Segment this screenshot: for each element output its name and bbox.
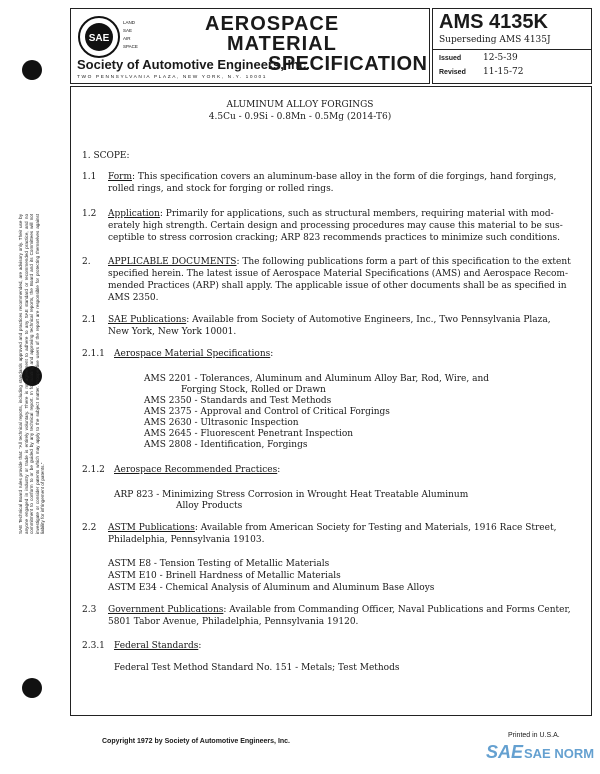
header-spec-box	[432, 8, 592, 84]
copyright-notice: Copyright 1972 by Society of Automotive Engineers, Inc.	[102, 738, 291, 745]
ams-number: AMS 4135K	[439, 11, 548, 33]
sae-logo-icon	[77, 15, 139, 59]
logo-word-air: AIR	[123, 36, 131, 41]
ams-list-item: AMS 2201 - Tolerances, Aluminum and Aluminum Alloy Bar, Rod, Wire, and	[144, 374, 489, 384]
issued-label: Issued	[439, 55, 462, 62]
section-2-number: 2.	[82, 257, 91, 267]
section-2-text	[108, 256, 571, 269]
section-1-2-text	[108, 208, 554, 221]
title-aerospace: AEROSPACE	[205, 13, 340, 35]
astm-list-item: ASTM E10 - Brinell Hardness of Metallic Materials	[108, 571, 341, 581]
header-divider	[433, 49, 591, 50]
printed-in-usa: Printed in U.S.A.	[508, 732, 560, 739]
section-1-1-line2: rolled rings, and stock for forging or rolled rings.	[108, 184, 334, 194]
title-specification: SPECIFICATION	[268, 53, 428, 75]
section-1-1-text	[108, 171, 556, 184]
revised-date: 11-15-72	[483, 67, 524, 77]
ams-list-item: AMS 2375 - Approval and Control of Critical Forgings	[144, 407, 390, 417]
sae-disclaimer-sidenote: SAE Technical Board rules provide that: "All technical reports, including standards approved and practices recommended, are advisory only. Their use by anyone engaged in industry or trade is entirely voluntary. There is no agreement to adhere to any SAE standard or recommended practice, and no commitment to conform to or be guided by any technical report. In formulating and approving technical reports, the Board and its Committees will not investigate or consider patents which may apply to the subject matter. Prospective users of the report are responsible for protecting themselves against liability for infringement of patents."	[18, 213, 46, 534]
astm-list-item: ASTM E34 - Chemical Analysis of Aluminum and Aluminum Base Alloys	[108, 583, 435, 593]
revised-label: Revised	[439, 69, 466, 76]
section-2-1-heading: SAE Publications	[108, 315, 187, 325]
section-2-2-heading: ASTM Publications	[108, 523, 195, 533]
section-1-2-line3: ceptible to stress corrosion cracking; ARP 823 recommends practices to minimize such conditions.	[108, 233, 560, 243]
logo-word-sae: SAE	[123, 28, 133, 33]
doc-title-line2: 4.5Cu - 0.9Si - 0.8Mn - 0.5Mg (2014-T6)	[208, 112, 392, 122]
section-2-1-line2: New York, New York 10001.	[108, 327, 237, 337]
section-2-2-number: 2.2	[82, 523, 97, 533]
sae-norm-watermark	[486, 740, 596, 770]
section-2-2-line1: : Available from American Society for Testing and Materials, 1916 Race Street,	[194, 523, 557, 533]
section-2-1-2-text: Aerospace Recommended Practices:	[114, 465, 281, 475]
section-2-1-text	[108, 314, 551, 327]
federal-standard-item: Federal Test Method Standard No. 151 - Metals; Test Methods	[114, 663, 400, 673]
section-2-1-number: 2.1	[82, 315, 97, 325]
section-2-1-2-heading: Aerospace Recommended Practices	[114, 465, 278, 475]
section-2-1-line1: : Available from Society of Automotive Engineers, Inc., Two Pennsylvania Plaza,	[186, 315, 551, 325]
section-1-1-number: 1.1	[82, 172, 97, 182]
ams-list-item: AMS 2350 - Standards and Test Methods	[144, 396, 332, 406]
section-2-line4: AMS 2350.	[108, 293, 159, 303]
header-title-box	[70, 8, 430, 84]
section-1-2-number: 1.2	[82, 209, 97, 219]
supersedes-note: Superseding AMS 4135J	[439, 35, 551, 45]
logo-word-space: SPACE	[123, 44, 138, 49]
section-2-line2: specified herein. The latest issue of Aerospace Material Specifications (AMS) and Aerospace Recom-	[108, 269, 569, 279]
section-2-2-line2: Philadelphia, Pennsylvania 19103.	[108, 535, 265, 545]
section-2-3-number: 2.3	[82, 605, 97, 615]
issued-date: 12-5-39	[483, 53, 518, 63]
ams-list-item: AMS 2808 - Identification, Forgings	[144, 440, 308, 450]
section-2-3-line1: : Available from Commanding Officer, Naval Publications and Forms Center,	[223, 605, 571, 615]
section-1-1-heading: Form	[108, 172, 133, 182]
society-name: Society of Automotive Engineers, Inc.	[77, 57, 310, 72]
section-2-2-text	[108, 522, 556, 535]
ams-list-item: AMS 2630 - Ultrasonic Inspection	[144, 418, 299, 428]
section-2-line3: mended Practices (ARP) shall apply. The applicable issue of other documents shall be as specified in	[108, 281, 567, 291]
section-1-1-line1: : This specification covers an aluminum-base alloy in the form of die forgings, hand forgings,	[132, 172, 557, 182]
ams-list-item: AMS 2645 - Fluorescent Penetrant Inspection	[144, 429, 354, 439]
section-scope-heading: 1. SCOPE:	[82, 151, 130, 161]
section-2-3-1-heading: Federal Standards	[114, 641, 199, 651]
section-2-1-1-text: Aerospace Material Specifications:	[114, 349, 274, 359]
title-material: MATERIAL	[227, 33, 337, 55]
binder-hole-bottom	[22, 678, 42, 698]
section-2-3-text	[108, 604, 571, 617]
section-2-1-1-number: 2.1.1	[82, 349, 105, 359]
section-1-2-line2: erately high strength. Certain design and processing procedures may cause this material to be sus-	[108, 221, 563, 231]
arp-item-line1: ARP 823 - Minimizing Stress Corrosion in Wrought Heat Treatable Aluminum	[114, 490, 469, 500]
section-2-3-1-number: 2.3.1	[82, 641, 105, 651]
section-2-3-line2: 5801 Tabor Avenue, Philadelphia, Pennsylvania 19120.	[108, 617, 359, 627]
section-1-2-heading: Application	[108, 209, 160, 219]
section-2-1-2-number: 2.1.2	[82, 465, 105, 475]
binder-hole-top	[22, 60, 42, 80]
section-2-1-1-heading: Aerospace Material Specifications	[114, 349, 271, 359]
logo-word-land: LAND	[123, 20, 136, 25]
society-address: TWO PENNSYLVANIA PLAZA, NEW YORK, N.Y. 10001	[77, 75, 268, 80]
doc-title-line1: ALUMINUM ALLOY FORGINGS	[226, 100, 374, 110]
astm-list-item: ASTM E8 - Tension Testing of Metallic Materials	[108, 559, 330, 569]
section-2-3-1-text: Federal Standards:	[114, 641, 202, 651]
watermark-logo-icon: SAE	[486, 742, 524, 762]
section-2-line1: : The following publications form a part of this specification to the extent	[236, 257, 571, 267]
watermark-text: SAE NORM	[524, 746, 595, 761]
ams-list-item: Forging Stock, Rolled or Drawn	[181, 385, 326, 395]
section-1-2-line1: : Primarily for applications, such as structural members, requiring material with mod-	[159, 209, 554, 219]
section-2-heading: APPLICABLE DOCUMENTS	[108, 257, 237, 267]
arp-item-line2: Alloy Products	[176, 501, 243, 511]
logo-mark: SAE	[88, 33, 110, 44]
section-2-3-heading: Government Publications	[108, 605, 224, 615]
